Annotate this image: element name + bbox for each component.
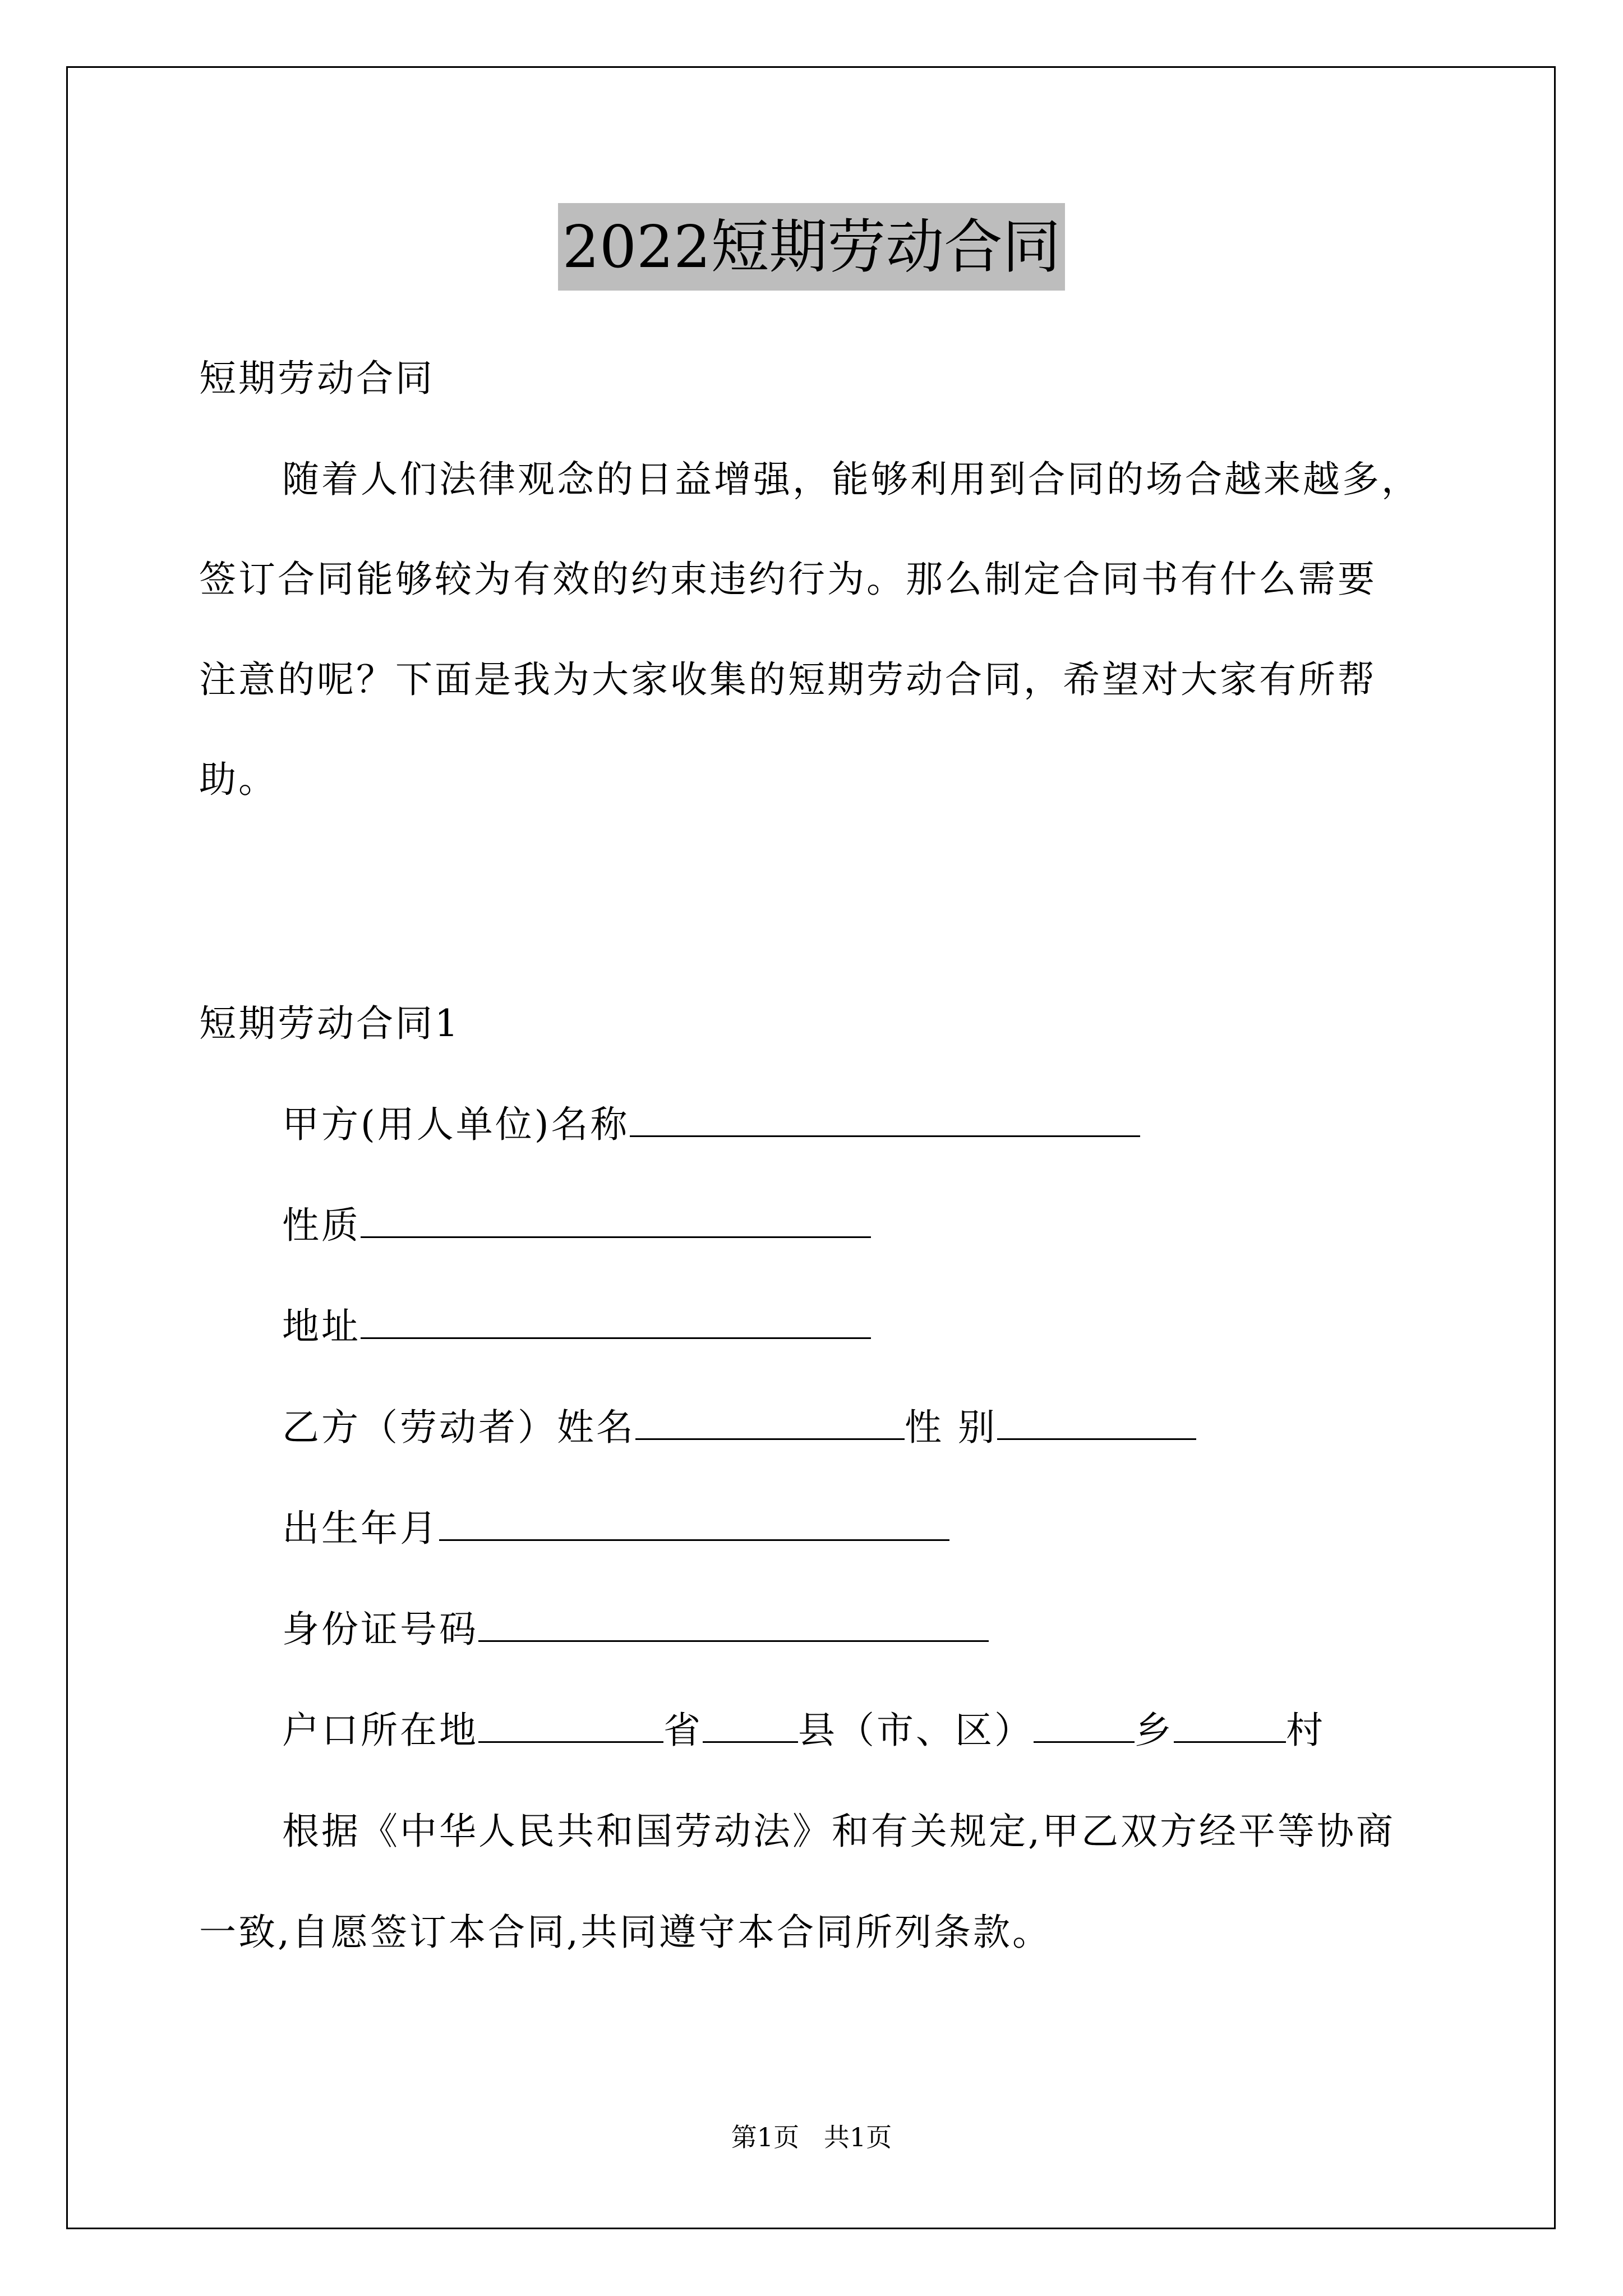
contract-heading: 短期劳动合同1 bbox=[199, 1002, 460, 1045]
section-heading: 短期劳动合同 bbox=[199, 357, 435, 400]
party-a-name-row bbox=[282, 1099, 1140, 1150]
birth-blank bbox=[439, 1504, 949, 1541]
intro-line-4: 助。 bbox=[199, 758, 278, 801]
intro-line-2: 签订合同能够较为有效的约束违约行为。那么制定合同书有什么需要 bbox=[199, 558, 1377, 601]
basis-line-1: 根据《中华人民共和国劳动法》和有关规定,甲乙双方经平等协商 bbox=[282, 1810, 1395, 1853]
county-blank bbox=[1034, 1706, 1135, 1743]
id-number-label: 身份证号码 bbox=[282, 1608, 478, 1651]
province-blank bbox=[703, 1706, 798, 1743]
document-title: 2022短期劳动合同 bbox=[558, 203, 1066, 291]
township-label: 乡 bbox=[1135, 1709, 1174, 1752]
nature-blank bbox=[361, 1202, 871, 1238]
address-blank bbox=[361, 1303, 871, 1339]
birth-label: 出生年月 bbox=[282, 1507, 439, 1550]
basis-line-2: 一致,自愿签订本合同,共同遵守本合同所列条款。 bbox=[199, 1911, 1052, 1954]
township-blank bbox=[1174, 1706, 1286, 1743]
page-footer: 第1页 共1页 bbox=[731, 2122, 892, 2152]
village-label: 村 bbox=[1286, 1709, 1325, 1752]
gender-label: 性 别 bbox=[905, 1406, 997, 1449]
party-b-name-blank bbox=[635, 1404, 905, 1440]
intro-line-3: 注意的呢？下面是我为大家收集的短期劳动合同，希望对大家有所帮 bbox=[199, 658, 1377, 701]
hukou-row bbox=[282, 1705, 1325, 1756]
birth-row bbox=[282, 1503, 949, 1554]
address-label: 地址 bbox=[282, 1305, 361, 1348]
nature-label: 性质 bbox=[282, 1204, 361, 1247]
gender-blank bbox=[997, 1404, 1196, 1440]
address-row bbox=[282, 1301, 871, 1352]
id-number-row bbox=[282, 1604, 989, 1655]
party-b-row bbox=[282, 1402, 1196, 1453]
nature-row bbox=[282, 1200, 871, 1251]
intro-line-1: 随着人们法律观念的日益增强，能够利用到合同的场合越来越多， bbox=[282, 458, 1421, 501]
id-number-blank bbox=[478, 1605, 989, 1642]
hukou-blank bbox=[478, 1706, 663, 1743]
title-container bbox=[0, 203, 1623, 291]
county-label: 县（市、区） bbox=[798, 1709, 1034, 1752]
province-label: 省 bbox=[663, 1709, 703, 1752]
party-b-name-label: 乙方（劳动者）姓名 bbox=[282, 1406, 635, 1449]
party-a-name-blank bbox=[630, 1101, 1140, 1137]
party-a-name-label: 甲方(用人单位)名称 bbox=[282, 1103, 630, 1146]
hukou-label: 户口所在地 bbox=[282, 1709, 478, 1752]
